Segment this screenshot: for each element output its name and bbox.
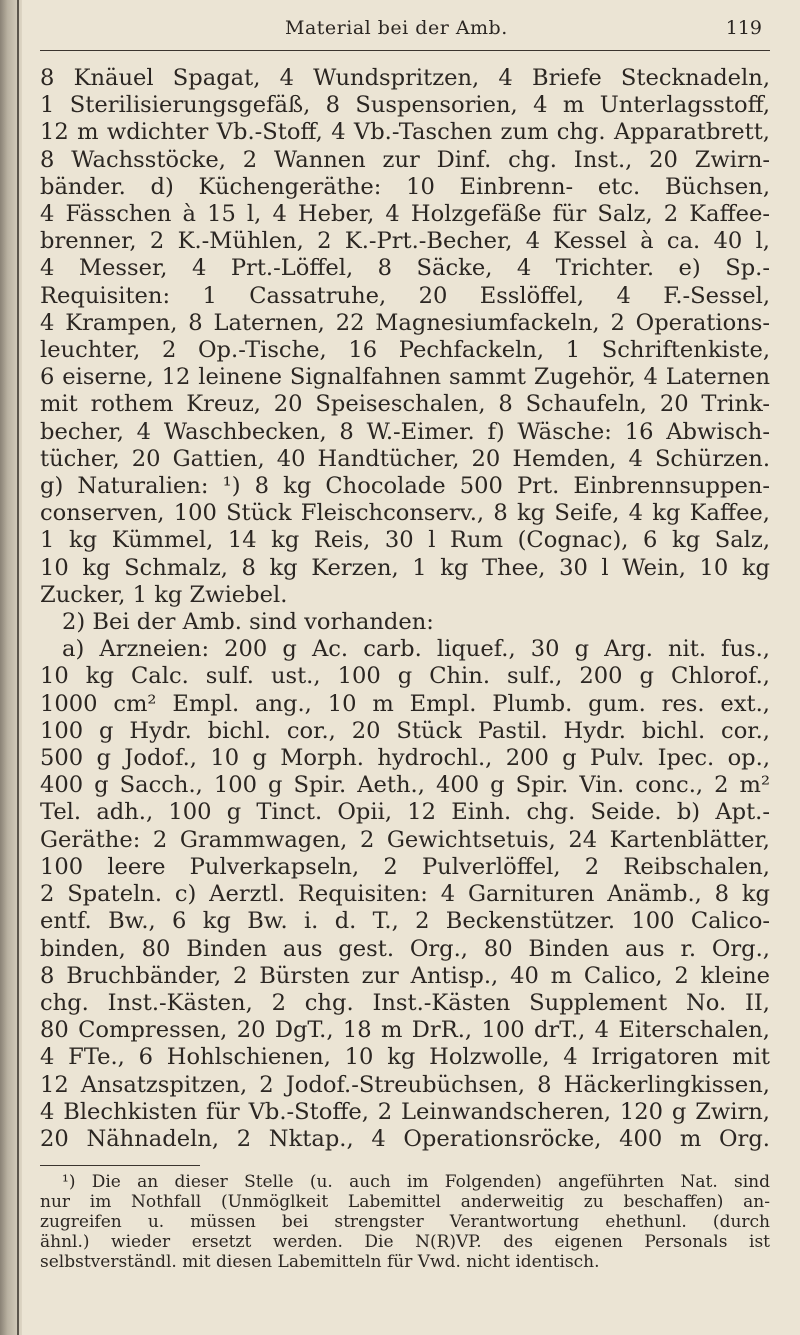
text-line: entf. Bw., 6 kg Bw. i. d. T., 2 Beckenstützer. 100 Calico- (40, 908, 770, 935)
section-heading: 2) Bei der Amb. sind vorhanden: (62, 609, 434, 636)
text-line: 8 Knäuel Spagat, 4 Wundspritzen, 4 Briefe Stecknadeln, (40, 65, 770, 91)
text-line: 10 kg Calc. sulf. ust., 100 g Chin. sulf., 200 g Chlorof., (40, 663, 770, 690)
footnote-line: nur im Nothfall (Unmöglkeit Labemittel anderweitig zu beschaffen) an- (40, 1192, 770, 1213)
footnote-line: selbstverständl. mit diesen Labemitteln für Vwd. nicht identisch. (40, 1252, 600, 1273)
text-line: 100 leere Pulverkapseln, 2 Pulverlöffel, 2 Reibschalen, (40, 853, 770, 880)
text-line: 80 Compressen, 20 DgT., 18 m DrR., 100 drT., 4 Eiterschalen, (40, 1017, 770, 1044)
text-line: leuchter, 2 Op.-Tische, 16 Pechfackeln, 1 Schriftenkiste, (40, 337, 770, 364)
text-line: 500 g Jodof., 10 g Morph. hydrochl., 200 g Pulv. Ipec. op., (40, 745, 770, 772)
page-header (40, 0, 770, 51)
body-text (40, 65, 770, 1153)
text-line: 4 FTe., 6 Hohlschienen, 10 kg Holzwolle, 4 Irrigatoren mit (40, 1044, 770, 1071)
running-head: Material bei der Amb. (285, 17, 508, 39)
text-line: 1 kg Kümmel, 14 kg Reis, 30 l Rum (Cognac), 6 kg Salz, (40, 527, 770, 554)
text-line: 100 g Hydr. bichl. cor., 20 Stück Pastil. Hydr. bichl. cor., (40, 717, 770, 744)
footnote-line: ¹) Die an dieser Stelle (u. auch im Folgenden) angeführten Nat. sind (62, 1172, 770, 1193)
book-page (40, 0, 770, 1272)
text-line: chg. Inst.-Kästen, 2 chg. Inst.-Kästen Supplement No. II, (40, 989, 770, 1016)
text-line: 2 Spateln. c) Aerztl. Requisiten: 4 Garnituren Anämb., 8 kg (40, 881, 770, 908)
text-line: 1 Sterilisierungsgefäß, 8 Suspensorien, 4 m Unterlagsstoff, (40, 92, 770, 119)
footnote-line: zugreifen u. müssen bei strengster Verantwortung ehethunl. (durch (40, 1212, 770, 1233)
text-line: a) Arzneien: 200 g Ac. carb. liquef., 30 g Arg. nit. fus., (62, 636, 770, 663)
footnote-rule (40, 1165, 200, 1166)
text-line: 4 Krampen, 8 Laternen, 22 Magnesiumfackeln, 2 Operations- (40, 309, 770, 336)
text-line: 20 Nähnadeln, 2 Nktap., 4 Operationsröcke, 400 m Org. (40, 1125, 770, 1152)
text-line: g) Naturalien: ¹) 8 kg Chocolade 500 Prt. Einbrennsuppen- (40, 473, 770, 500)
text-line: 12 m wdichter Vb.-Stoff, 4 Vb.-Taschen zum chg. Apparatbrett, (40, 119, 770, 146)
text-line: 6 eiserne, 12 leinene Signalfahnen sammt Zugehör, 4 Laternen (40, 364, 770, 391)
text-line: tücher, 20 Gattien, 40 Handtücher, 20 Hemden, 4 Schürzen. (40, 445, 770, 472)
text-line: 12 Ansatzspitzen, 2 Jodof.-Streubüchsen, 8 Häckerlingkissen, (40, 1071, 770, 1098)
text-line: 4 Messer, 4 Prt.-Löffel, 8 Säcke, 4 Trichter. e) Sp.- (40, 255, 770, 282)
footnote (40, 1172, 770, 1272)
text-line: 4 Fässchen à 15 l, 4 Heber, 4 Holzgefäße für Salz, 2 Kaffee- (40, 201, 770, 228)
text-line: becher, 4 Waschbecken, 8 W.-Eimer. f) Wäsche: 16 Abwisch- (40, 418, 770, 445)
text-line: Requisiten: 1 Cassatruhe, 20 Esslöffel, 4 F.-Sessel, (40, 282, 770, 309)
text-line: 1000 cm² Empl. ang., 10 m Empl. Plumb. gum. res. ext., (40, 690, 770, 717)
text-line: 8 Bruchbänder, 2 Bürsten zur Antisp., 40 m Calico, 2 kleine (40, 962, 770, 989)
text-line: bänder. d) Küchengeräthe: 10 Einbrenn- etc. Büchsen, (40, 173, 770, 200)
page-number: 119 (725, 17, 762, 39)
text-line: mit rothem Kreuz, 20 Speiseschalen, 8 Schaufeln, 20 Trink- (40, 391, 770, 418)
text-line: 8 Wachsstöcke, 2 Wannen zur Dinf. chg. Inst., 20 Zwirn- (40, 146, 770, 173)
gutter-line (17, 0, 19, 1335)
text-line: Geräthe: 2 Grammwagen, 2 Gewichtsetuis, 24 Kartenblätter, (40, 826, 770, 853)
text-line: binden, 80 Binden aus gest. Org., 80 Binden aus r. Org., (40, 935, 770, 962)
text-line: 10 kg Schmalz, 8 kg Kerzen, 1 kg Thee, 30 l Wein, 10 kg (40, 554, 770, 581)
text-line: Tel. adh., 100 g Tinct. Opii, 12 Einh. chg. Seide. b) Apt.- (40, 799, 770, 826)
text-line: conserven, 100 Stück Fleischconserv., 8 kg Seife, 4 kg Kaffee, (40, 500, 770, 527)
text-line: 4 Blechkisten für Vb.-Stoffe, 2 Leinwandscheren, 120 g Zwirn, (40, 1098, 770, 1125)
footnote-line: ähnl.) wieder ersetzt werden. Die N(R)VP. des eigenen Personals ist (40, 1232, 770, 1253)
text-line: 400 g Sacch., 100 g Spir. Aeth., 400 g Spir. Vin. conc., 2 m² (40, 772, 770, 799)
text-line: brenner, 2 K.-Mühlen, 2 K.-Prt.-Becher, 4 Kessel à ca. 40 l, (40, 228, 770, 255)
text-line: Zucker, 1 kg Zwiebel. (40, 581, 288, 608)
